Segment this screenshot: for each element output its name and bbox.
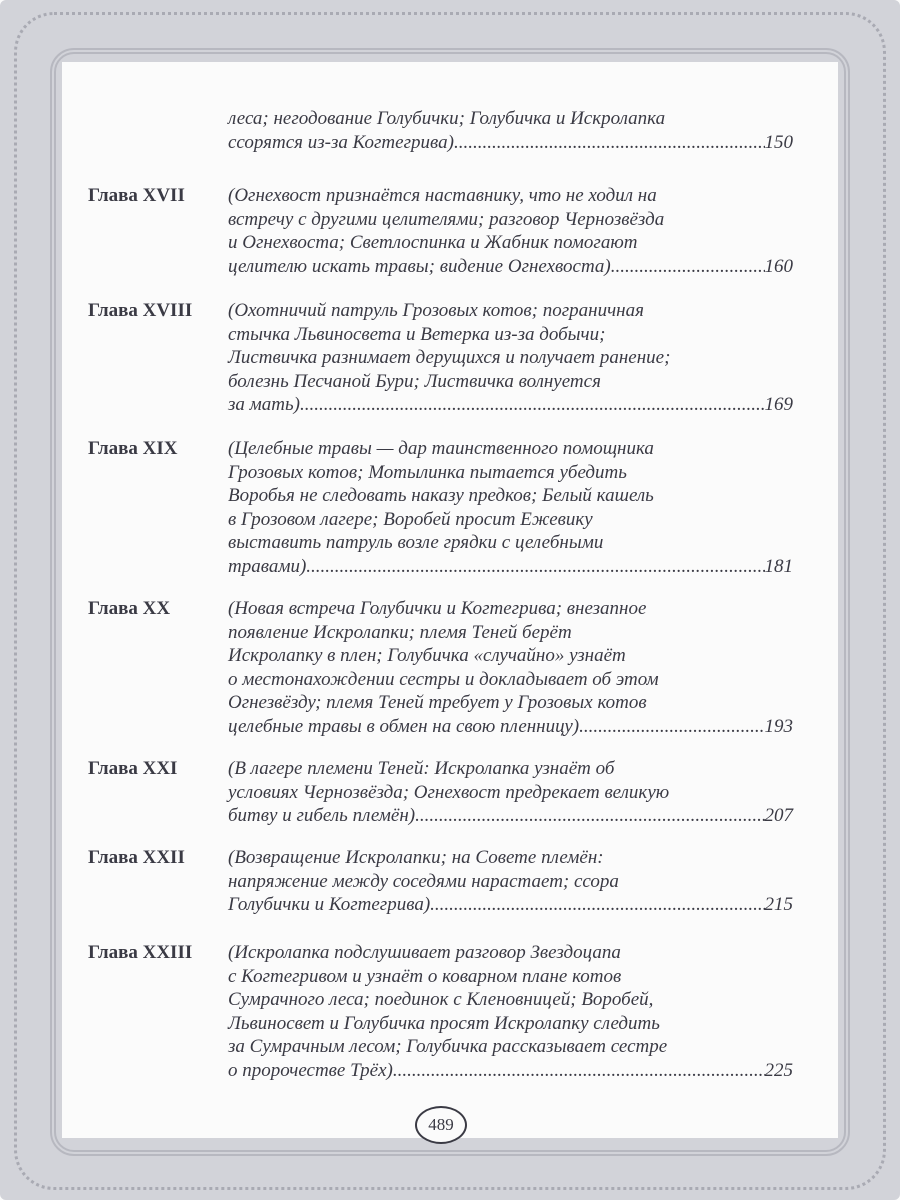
summary-text: за мать) <box>228 394 300 415</box>
summary-text: леса; негодование Голубички; Голубичка и Искролапка <box>228 108 666 129</box>
summary-text: (Искролапка подслушивает разговор Звездоцапа <box>228 942 621 963</box>
summary-line <box>228 437 793 461</box>
summary-line <box>228 370 793 394</box>
page-reference: 215 <box>764 894 793 915</box>
chapter-summary <box>228 597 793 738</box>
chapter-label: Глава XVII <box>88 185 185 206</box>
summary-line <box>228 131 793 155</box>
page-number: 489 <box>415 1106 467 1144</box>
summary-text: появление Искролапки; племя Теней берёт <box>228 621 572 643</box>
summary-line <box>228 781 793 805</box>
summary-line <box>228 965 793 989</box>
summary-text: о пророчестве Трёх) <box>228 1059 393 1081</box>
summary-line <box>228 668 793 692</box>
summary-text: Огнезвёзду; племя Теней требует у Грозовых котов <box>228 692 647 713</box>
summary-text: напряжение между соседями нарастает; ссора <box>228 870 619 892</box>
summary-line <box>228 621 793 645</box>
summary-text: о местонахождении сестры и докладывает об этом <box>228 668 659 690</box>
summary-text: и Огнехвоста; Светлоспинка и Жабник помогают <box>228 232 638 253</box>
summary-line <box>228 531 793 555</box>
page-reference: 225 <box>764 1059 793 1081</box>
summary-line <box>228 231 793 255</box>
summary-text: в Грозовом лагере; Воробей просит Ежевику <box>228 508 593 530</box>
summary-text: битву и гибель племён) <box>228 805 416 826</box>
summary-line <box>228 644 793 668</box>
summary-line <box>228 393 793 417</box>
summary-text: целебные травы в обмен на свою пленницу) <box>228 715 580 737</box>
summary-text: с Когтегривом и узнаёт о коварном плане котов <box>228 965 622 987</box>
summary-text: целителю искать травы; видение Огнехвоста) <box>228 255 611 277</box>
summary-text: травами) <box>228 555 307 577</box>
chapter-summary <box>228 846 793 917</box>
summary-text: Воробья не следовать наказу предков; Белый кашель <box>228 485 654 506</box>
page-reference: 150 <box>764 131 793 153</box>
page-reference: 193 <box>764 715 793 737</box>
summary-line <box>228 870 793 894</box>
chapter-label: Глава XXII <box>88 847 185 868</box>
summary-line <box>228 846 793 870</box>
summary-line <box>228 715 793 739</box>
dot-leader <box>430 893 764 917</box>
summary-line <box>228 346 793 370</box>
chapter-summary <box>228 107 793 154</box>
summary-text: (Возвращение Искролапки; на Совете племён: <box>228 847 604 868</box>
chapter-label: Глава XVIII <box>88 300 193 321</box>
chapter-label: Глава XIX <box>88 438 178 459</box>
dot-leader <box>611 255 765 279</box>
summary-line <box>228 255 793 279</box>
summary-line <box>228 299 793 323</box>
summary-text: Листвичка разнимает дерущихся и получает ранение; <box>228 347 671 368</box>
summary-text: болезнь Песчаной Бури; Листвичка волнуется <box>228 370 601 392</box>
dot-leader <box>579 715 764 739</box>
summary-line <box>228 597 793 621</box>
summary-line <box>228 1012 793 1036</box>
dot-leader <box>415 804 764 828</box>
summary-line <box>228 804 793 828</box>
chapter-summary <box>228 941 793 1082</box>
summary-text: Львиносвет и Голубичка просят Искролапку следить <box>228 1012 660 1034</box>
chapter-label: Глава XXIII <box>88 942 193 963</box>
chapter-label: Глава XX <box>88 598 171 619</box>
summary-text: (Новая встреча Голубички и Когтегрива; внезапное <box>228 598 647 619</box>
summary-line <box>228 1035 793 1059</box>
summary-text: стычка Львиносвета и Ветерка из-за добычи; <box>228 323 606 345</box>
summary-text: Грозовых котов; Мотылинка пытается убедить <box>228 461 627 483</box>
summary-text: Искролапку в плен; Голубичка «случайно» узнаёт <box>228 645 626 666</box>
summary-line <box>228 555 793 579</box>
chapter-summary <box>228 437 793 578</box>
page-reference: 169 <box>764 394 793 415</box>
summary-text: условиях Чернозвёзда; Огнехвост предрекает великую <box>228 781 670 803</box>
summary-line <box>228 184 793 208</box>
summary-line <box>228 323 793 347</box>
summary-line <box>228 893 793 917</box>
chapter-summary <box>228 299 793 417</box>
summary-text: Голубички и Когтегрива) <box>228 894 431 915</box>
chapter-summary <box>228 184 793 278</box>
summary-text: (Охотничий патруль Грозовых котов; пограничная <box>228 300 644 321</box>
summary-line <box>228 208 793 232</box>
summary-line <box>228 107 793 131</box>
summary-line <box>228 988 793 1012</box>
summary-text: (В лагере племени Теней: Искролапка узнаёт об <box>228 758 615 779</box>
page-reference: 207 <box>764 805 793 826</box>
summary-text: ссорятся из-за Когтегрива) <box>228 131 454 153</box>
chapter-label: Глава XXI <box>88 758 178 779</box>
dot-leader <box>454 131 765 155</box>
page-reference: 160 <box>764 255 793 277</box>
chapter-summary <box>228 757 793 828</box>
page-reference: 181 <box>764 555 793 577</box>
summary-text: встречу с другими целителями; разговор Чернозвёзда <box>228 208 665 230</box>
summary-line <box>228 757 793 781</box>
summary-text: (Огнехвост признаётся наставнику, что не ходил на <box>228 185 657 206</box>
summary-line <box>228 1059 793 1083</box>
dot-leader <box>393 1059 765 1083</box>
summary-line <box>228 941 793 965</box>
summary-line <box>228 691 793 715</box>
dot-leader <box>300 393 765 417</box>
summary-line <box>228 484 793 508</box>
summary-line <box>228 461 793 485</box>
summary-line <box>228 508 793 532</box>
summary-text: за Сумрачным лесом; Голубичка рассказывает сестре <box>228 1036 668 1057</box>
summary-text: выставить патруль возле грядки с целебными <box>228 532 604 553</box>
summary-text: Сумрачного леса; поединок с Кленовницей; Воробей, <box>228 989 654 1010</box>
dot-leader <box>306 555 764 579</box>
summary-text: (Целебные травы — дар таинственного помощника <box>228 438 654 459</box>
